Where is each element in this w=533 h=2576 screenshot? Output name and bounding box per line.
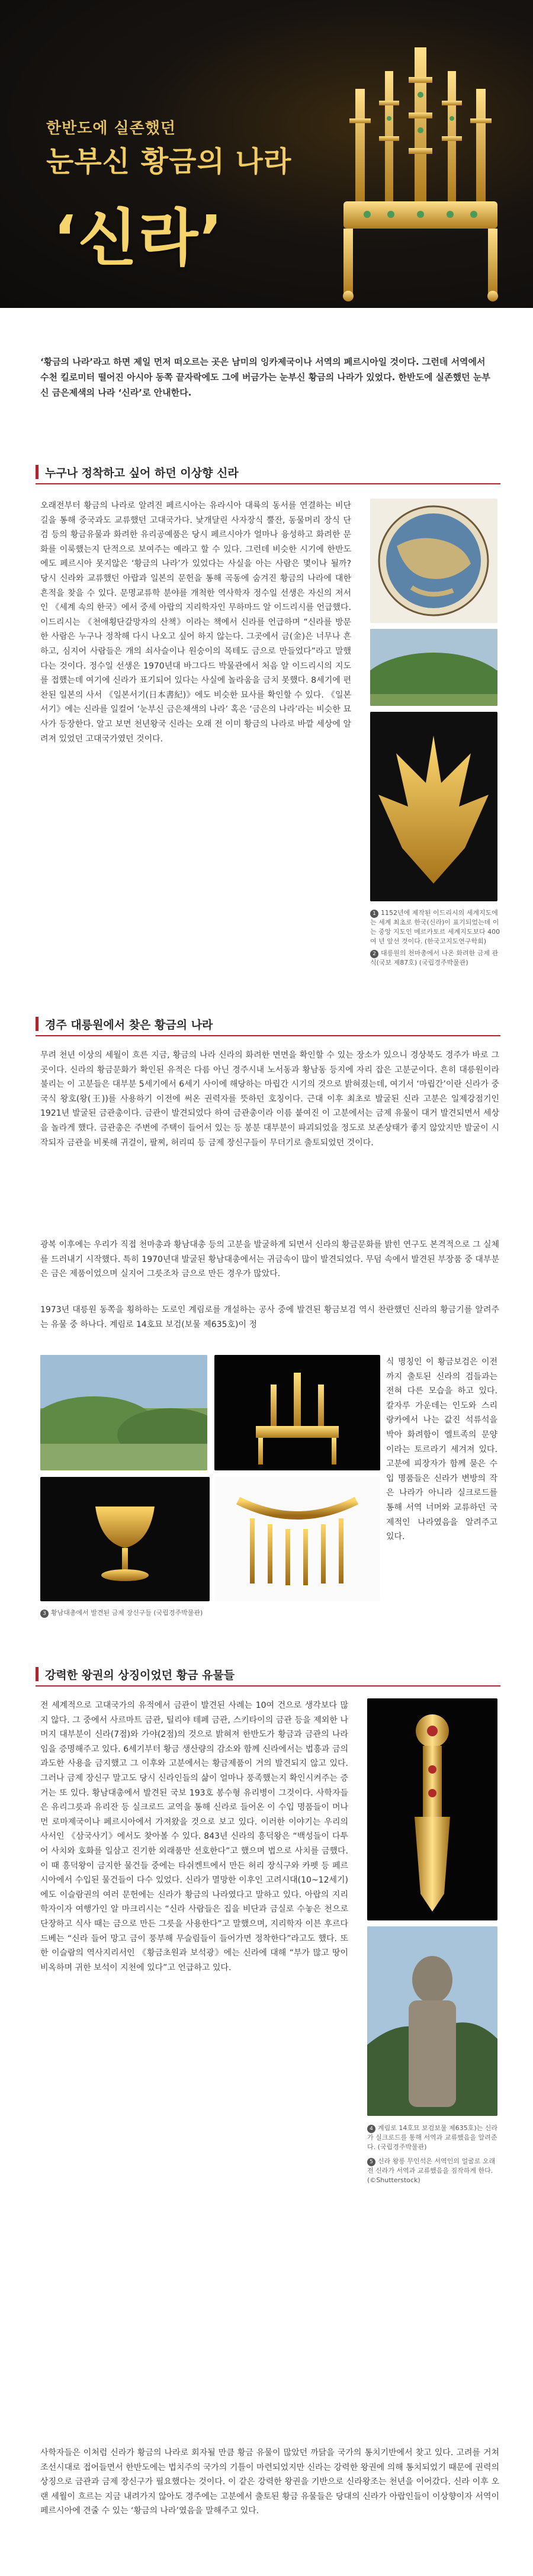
stone-warrior-statue-photo bbox=[367, 1926, 497, 2116]
idrisi-map-photo bbox=[370, 499, 497, 623]
section-2-body-mid: 광복 이후에는 우리가 직접 천마총과 황남대총 등의 고분을 발굴하게 되면서 신라의 황금문화를 밝힌 연구도 본격적으로 그 실체를 드러내기 시작했다. 특히 1970년대 발굴된 황남대총에서는 귀금속이 많이 발견되었다. 무덤 속에서 발견된 부장품 중 대부분은 금은 제품이었으며 실지어 그릇조차 금으로 만든 경우가 많았다. bbox=[40, 1240, 499, 1279]
section-bar bbox=[36, 465, 38, 479]
caption-2 bbox=[370, 949, 500, 968]
section-2-body-top: 무려 천년 이상의 세월이 흐른 지금, 황금의 나라 신라의 화려한 면면을 확인할 수 있는 장소가 있으니 경상북도 경주가 바로 그곳이다. 신라의 황금문화가 확인된 유적은 다름 아닌 경주시내 노서동과 황남동 등지에 자리 잡은 고분군이다. 흔히 대릉원이라 불리는 이 고분들은 대부분 5세기에서 6세기 사이에 해당하는 마립간 시기의 것으로 밝혀졌는데, 여기서 ‘마립간’이란 신라가 중국식 왕호(왕(王))를 사용하기 이전에 써온 권력자를 뜻하던 호칭이다. 근대 이후 최초로 발굴된 신라 고분은 일제강점기인 1921년 발굴된 금관총이다. 금관이 발견되었다 하여 금관총이라 이름 붙여진 이 고분에서는 금제 유물이 대거 발견되면서 세상을 놀라게 했다. 금관총은 주변에 주택이 들어서 있는 등 봉분 대부분이 파괴되었을 정도로 보존상태가 좋지 않았지만 발굴이 시작되자 금관을 비롯해 귀걸이, 팔찌, 허리띠 등 금제 장신구들이 무더기로 출토되었던 것이다. bbox=[40, 1051, 499, 1148]
section-bar bbox=[36, 1017, 38, 1031]
caption-3 bbox=[40, 1608, 372, 1618]
golden-dagger-photo bbox=[367, 1698, 497, 1920]
caption-number: 5 bbox=[367, 2158, 375, 2166]
gold-belt-photo bbox=[214, 1477, 380, 1601]
section-1-body: 오래전부터 황금의 나라로 알려진 페르시아는 유라시아 대륙의 동서를 연결하는 비단길을 통해 중국과도 교류했던 고대국가다. 낯개달린 사자장식 뿔잔, 동물머리 장식 단검 등의 황금유물과 화려한 유리공예품은 당시 페르시아가 얼마나 융성하고 화려한 문화를 이룩했는지 단적으로 보여주는 예라고 할 수 있다. 그런데 비슷한 시기에 한반도에도 페르시아 못지않은 ‘황금의 나라’가 있었다는 사실을 아는 사람은 몇이나 될까? 당시 신라와 교류했던 아랍과 일본의 문헌을 통해 곡동에 숨겨진 황금의 나라에 대한 흔적을 찾을 수 있다. 문명교류학 분야를 개척한 역사학자 정수일 선생은 자신의 저서인 《세계 속의 한국》에서 중세 아랍의 지리학자인 무하마드 알 이드리시를 언급했다. 이드리시는 《천애횡단갈망자의 산책》이라는 책에서 신라를 언급하며 “신라를 방문한 사람은 누구나 정착해 다시 나오고 싶어 하지 않는다. 그곳에서 금(金)은 너무나 흔하고, 심지어 사람들은 개의 쇠사슬이나 원숭이의 목테도 금으로 만들었다”라고 말했다는 것이다. 정수일 선생은 1970년대 바그다드 박물관에서 처음 알 이드리시의 지도를 접했는데 여기에 신라가 표기되어 있다는 사실에 놀라움을 금치 못했다. 8세기에 편찬된 일본의 사서 《일본서기(日本書紀)》에도 비슷한 묘사를 확인할 수 있다. 《일본서기》에는 신라를 일컬어 ‘눈부신 금은채색의 나라’ 혹은 ‘금은의 나라’라는 비슷한 묘사가 등장한다. 알고 보면 천년왕국 신라는 오래 전 이미 황금의 나라로 바깥 세상에 알려져 있었던 고대국가였던 것이다. bbox=[40, 501, 351, 744]
caption-3-text: 황남대총에서 발견된 금제 장신구들 (국립경주박물관) bbox=[51, 1609, 203, 1617]
section-1-title: 누구나 정착하고 싶어 하던 이상향 신라 bbox=[45, 467, 239, 480]
section-2-body-right: 식 명칭인 이 황금보검은 이전까지 출토된 신라의 검들과는 전혀 다른 모습을 하고 있다. 칼자루 가운데는 인도와 스리랑카에서 나는 값진 석류석을 박아 화려함이 엘트족의 문양이라는 토르라기 세겨져 있다. 고분에 피장자가 함께 묻은 수입 명품들은 신라가 변방의 작은 나라가 아니라 실크로드를 통해 서역 너머와 교류하던 국제적인 나라였음을 알려주고 있다. bbox=[386, 1357, 497, 1542]
section-3-body: 전 세계적으로 고대국가의 유적에서 금관이 발견된 사례는 10여 건으로 생각보다 많지 않다. 그 중에서 사르마트 금관, 틸리야 테페 금관, 스키타이의 금관 등을 제외한 나머지 대부분이 신라(7점)와 가야(2점)의 것으로 밝혀져 한반도가 황금과 금관의 나라임을 증명해주고 있다. 6세기부터 황금 생산량의 감소와 함께 신라에서는 법흥과 금의 과도한 사용을 금지했고 그 이후와 고분에서는 황금제품이 거의 발견되지 않고 있다. 그러나 금제 장신구 말고도 당시 신라인들의 삶이 얼마나 풍족했는지 확인시켜주는 증거는 또 있다. 황남대총에서 발견된 국보 193호 봉수형 유리병이 그것이다. 사학자들은 유리그릇과 유리잔 등 실크로드 교역을 통해 신라로 들어온 이 수입 명품들이 머나먼 로마제국이나 페르시아에서 가져왔을 것으로 보고 있다. 이러한 이야기는 우리의 사서인 《삼국사기》에서도 찾아볼 수 있다. 843년 신라의 흥덕왕은 “백성들이 다투어 사치와 호화를 일삼고 진기한 외래품만 선호한다”고 했으며 법으로 사치를 금했다. 이 때 흥덕왕이 금지한 물건들 중에는 타쉬켄트에서 만든 허리 장식구와 카펫 등 페르시아에서 수입된 물건들이 다수 있었다. 신라가 멸망한 이후인 고려시대(10~12세기)에도 이슬람권의 여러 문헌에는 신라가 황금의 나라였다고 말하고 있다. 아랍의 지리학자이자 여행가인 알 마크리시는 “신라 사람들은 집을 비단과 금실로 수놓은 천으로 단장하고 식사 때는 금으로 만든 그릇을 사용한다”고 말했으며, 지리학자 이븐 후르다드베는 “신라 들어 망고 금이 풍부해 무슬림들이 들어가면 정착한다”라고도 했다. 또한 이슬람의 역사지리서인 《황금초원과 보석광》에는 신라에 대해 “부가 많고 땅이 비옥하며 귀한 보석이 지천에 있다”고 언급하고 있다. bbox=[40, 1701, 348, 1973]
caption-1-text: 1152년에 제작된 이드리시의 세계지도에는 세계 최초로 한국(신라)이 표기되었는데 이는 중앙 지도인 메르카토르 세계지도보다 400여 년 앞선 것이다. (한국고지도연구학회) bbox=[370, 909, 500, 945]
section-2-body-bottom: 1973년 대릉원 동쪽을 횡하하는 도로인 계림로를 개설하는 공사 중에 발견된 황금보검 역시 찬란했던 신라의 황금기를 알려주는 유물 중 하나다. 계림로 14호묘 보검(보물 제635호)이 정 bbox=[40, 1305, 499, 1329]
section-2-heading bbox=[36, 1014, 500, 1036]
caption-4 bbox=[367, 2124, 500, 2152]
gold-crown-ornament-photo bbox=[370, 712, 497, 901]
tumulus-photo bbox=[370, 629, 497, 706]
caption-5-text: 신라 왕릉 무인석은 서역인의 얼굴로 오래전 신라가 서역과 교류했음을 짐작하게 한다. (©Shutterstock) bbox=[367, 2157, 496, 2184]
section-2-title: 경주 대릉원에서 찾은 황금의 나라 bbox=[45, 1019, 213, 1032]
caption-4-text: 계림로 14호묘 보검보물 제635호)는 신라가 실크로드를 통해 서역과 교류했음을 알려준다. (국립경주박물관) bbox=[367, 2124, 498, 2151]
section-3-title: 강력한 왕권의 상징이었던 황금 유물들 bbox=[45, 1669, 235, 1682]
caption-2-text: 대릉원의 천마총에서 나온 화려한 금제 관식(국보 제87호) (국립경주박물관) bbox=[370, 949, 499, 966]
gold-crown-illustration bbox=[320, 24, 521, 302]
caption-number: 4 bbox=[367, 2125, 375, 2133]
caption-5 bbox=[367, 2157, 500, 2185]
section-bar bbox=[36, 1667, 38, 1681]
hero-banner bbox=[0, 0, 533, 308]
caption-number: 2 bbox=[370, 950, 378, 958]
gold-cup-photo bbox=[40, 1477, 210, 1601]
hero-title: 눈부신 황금의 나라 bbox=[46, 145, 292, 178]
section-3-body-full: 사학자들은 이처럼 신라가 황금의 나라로 회자될 만큼 황금 유물이 많았던 까닭을 국가의 통치기반에서 찾고 있다. 고려를 거쳐 조선시대로 접어들면서 한반도에는 법치주의 국가의 기틀이 마련되었지만 신라는 강력한 왕권에 의해 통치되었기 때문에 권력의 상징으로 금관과 금제 장신구가 필요했다는 것이다. 이 같은 강력한 왕권을 기반으로 신라왕조는 천년을 이어갔다. 신라 이후 오랜 세월이 흐르는 지금 내려가지 않아도 경주에는 고분에서 출토된 황금 유물들은 당대의 신라가 아랍인들이 이상향이자 서역이 페르시아에 견줄 수 있는 ‘황금의 나라’였음을 말해주고 있다. bbox=[40, 2448, 499, 2516]
gold-crown-black-photo bbox=[214, 1355, 380, 1470]
intro-paragraph: ‘황금의 나라’라고 하면 제일 먼저 떠오르는 곳은 남미의 잉카제국이나 서역의 페르시아일 것이다. 그런데 서역에서 수천 킬로미터 떨어진 아시아 동쪽 끝자락에도 그에 버금가는 눈부신 황금의 나라가 있었다. 한반도에 실존했던 눈부신 금은제색의 나라 ‘신라’로 안내한다. bbox=[40, 356, 490, 398]
daereungwon-tumuli-photo bbox=[40, 1355, 207, 1470]
caption-1 bbox=[370, 908, 500, 946]
caption-number: 1 bbox=[370, 910, 378, 918]
hero-big-title: ‘신라’ bbox=[53, 202, 224, 274]
section-3-heading bbox=[36, 1664, 500, 1687]
caption-number: 3 bbox=[40, 1610, 49, 1618]
section-1-heading bbox=[36, 462, 500, 484]
hero-subtitle: 한반도에 실존했던 bbox=[46, 120, 176, 137]
